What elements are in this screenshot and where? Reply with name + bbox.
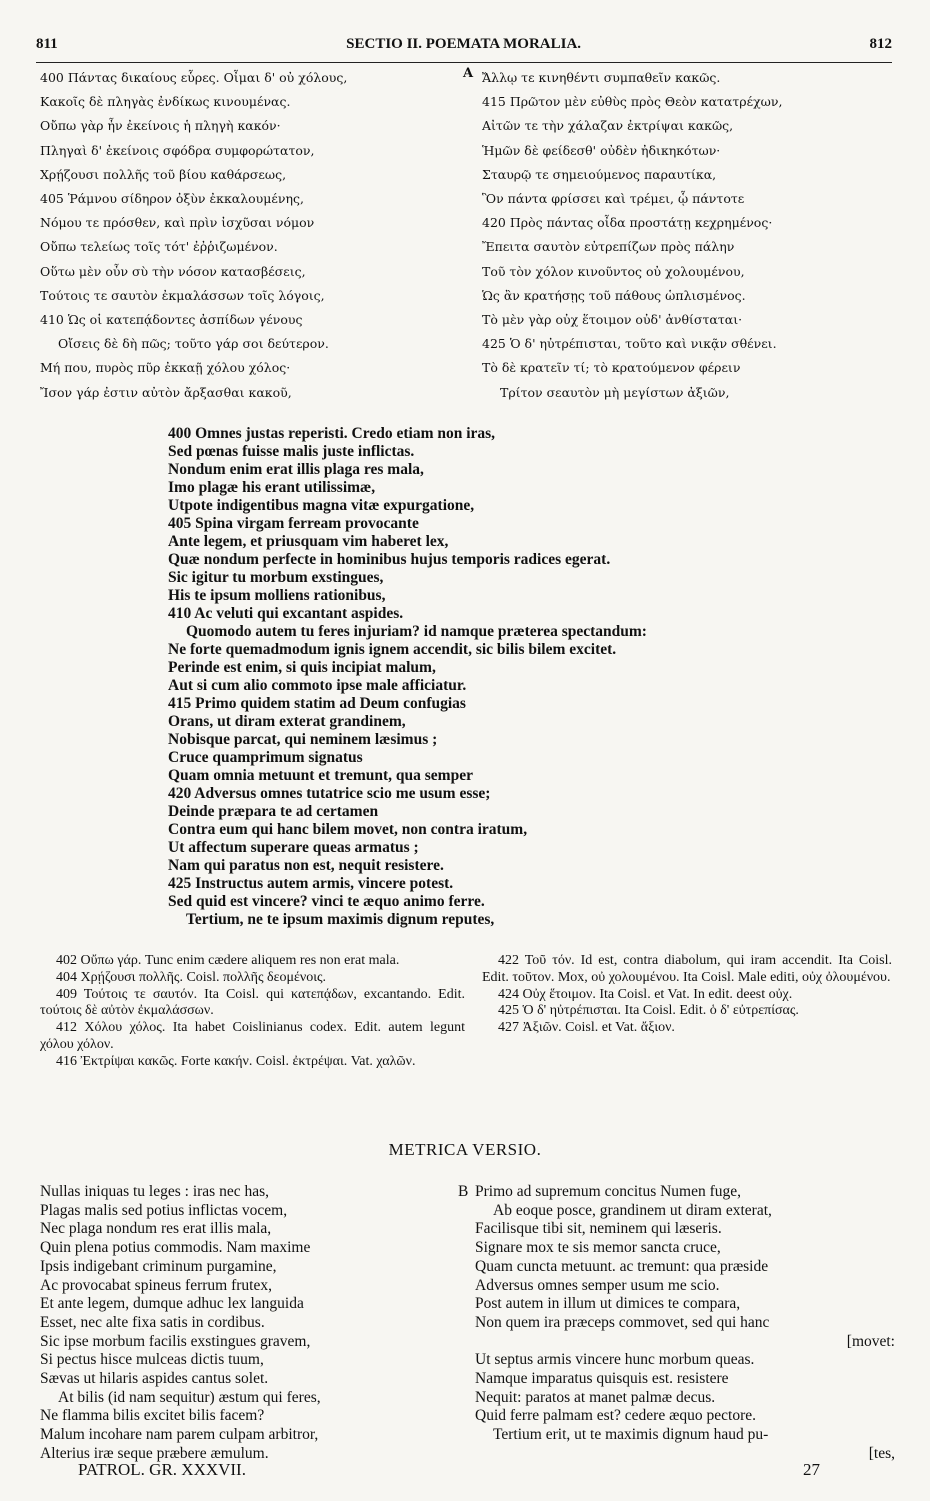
- latin-line: 400 Omnes justas reperisti. Credo etiam non iras,: [168, 425, 496, 442]
- column-marker-a: A: [463, 66, 474, 81]
- latin-line: Aut si cum alio commoto ipse male afficiatur.: [168, 677, 467, 694]
- verse-line: Adversus omnes semper usum me scio.: [475, 1276, 720, 1294]
- verse-line: Plagas malis sed potius inflictas vocem,: [40, 1201, 288, 1219]
- greek-line: Νόμου τε πρόσθεν, καὶ πρὶν ἰσχῦσαι νόμον: [40, 215, 315, 231]
- latin-line: Sed quid est vincere? vinci te æquo animo ferre.: [168, 893, 485, 910]
- verse-line: Nec plaga nondum res erat illis mala,: [40, 1220, 272, 1238]
- greek-line: Τὸ μὲν γὰρ οὐχ ἕτοιμον οὐδ' ἀνθίσταται·: [482, 312, 743, 328]
- left-page-number: 811: [36, 36, 58, 52]
- latin-line: 405 Spina virgam ferream provocante: [168, 515, 419, 532]
- greek-line: Ὡς ἂν κρατήσῃς τοῦ πάθους ὡπλισμένος.: [482, 287, 746, 303]
- column-marker-b: B: [458, 1183, 469, 1200]
- greek-line: Τούτοις τε σαυτὸν ἐκμαλάσσων τοῖς λόγοις,: [40, 287, 325, 303]
- latin-line: Imo plagæ his erant utilissimæ,: [168, 479, 376, 496]
- verse-line: Malum incohare nam parem culpam arbitror,: [40, 1426, 319, 1444]
- footer-signature: 27: [803, 1460, 820, 1479]
- verse-line: Signare mox te sis memor sancta cruce,: [475, 1239, 721, 1257]
- latin-line: Nobisque parcat, qui neminem læsimus ;: [168, 731, 438, 748]
- latin-line: Cruce quamprimum signatus: [168, 749, 363, 766]
- footnote: 416 Ἐκτρίψαι κακῶς. Forte κακήν. Coisl. ἐκτρέψαι. Vat. χαλῶν.: [56, 1053, 416, 1069]
- latin-line: Ne forte quemadmodum ignis ignem accendit, sic bilis bilem excitet.: [168, 641, 617, 658]
- greek-line: Οὔπω τελείως τοῖς τότ' ἐῤῥιζωμένον.: [40, 239, 278, 255]
- greek-line: Μή που, πυρὸς πῦρ ἐκκαῇ χόλου χόλος·: [40, 360, 291, 376]
- latin-line: Orans, ut diram exterat grandinem,: [168, 713, 406, 730]
- page-header: [36, 36, 892, 60]
- verse-line: Nullas iniquas tu leges : iras nec has,: [40, 1183, 270, 1200]
- greek-line: 420 Πρὸς πάντας οἶδα προστάτῃ κεχρημένος·: [482, 215, 773, 231]
- verse-line: Ipsis indigebant criminum purgamine,: [40, 1257, 277, 1275]
- verse-line: Et ante legem, dumque adhuc lex languida: [40, 1295, 304, 1313]
- verse-line: Primo ad supremum concitus Numen fuge,: [475, 1183, 742, 1200]
- verse-line: Si pectus hisce mulceas dictis tuum,: [40, 1351, 264, 1369]
- verse-line: Sævas ut hilaris aspides cantus solet.: [40, 1370, 269, 1388]
- verse-line: Ac provocabat spineus ferrum frutex,: [40, 1276, 272, 1294]
- greek-line: 415 Πρῶτον μὲν εὐθὺς πρὸς Θεὸν κατατρέχων,: [482, 94, 783, 110]
- footnote: 412 Χόλου χόλος. Ita habet Coislinianus codex. Edit. autem legunt χόλου χόλον.: [40, 1020, 465, 1052]
- latin-line: Tertium, ne te ipsum maximis dignum reputes,: [186, 911, 495, 928]
- greek-line: 410 Ὡς οἱ κατεπᾴδοντες ἀσπίδων γένους: [40, 312, 303, 328]
- latin-line: Quomodo autem tu feres injuriam? id namque præterea spectandum:: [186, 623, 647, 640]
- verse-line-continuation: [movet:: [846, 1332, 895, 1350]
- verse-line: Namque imparatus quisquis est. resistere: [475, 1370, 729, 1388]
- latin-line: Sic igitur tu morbum exstingues,: [168, 569, 384, 586]
- verse-line-continuation: [tes,: [868, 1444, 895, 1462]
- verse-line: At bilis (id nam sequitur) æstum qui feres,: [58, 1388, 321, 1406]
- footnote: 409 Τούτοις τε σαυτόν. Ita Coisl. qui κατεπᾴδων, excantando. Edit. τούτοις δὲ αὐτὸν ἐκμαλάσσων.: [40, 986, 465, 1019]
- verse-line: Ab eoque posce, grandinem ut diram exterat,: [493, 1201, 772, 1219]
- latin-line: Quæ nondum perfecte in hominibus hujus temporis radices egerat.: [168, 551, 611, 568]
- greek-text-right-column: [482, 66, 902, 405]
- footnote: 422 Τοῦ τόν. Id est, contra diabolum, qui iram accendit. Ita Coisl. Edit. τοῦτον. Mox, οὐ χολουμένου. Ita Coisl. Male editi, οὐχ ὀλουμένου.: [482, 953, 892, 985]
- verse-line: Sic ipse morbum facilis exstingues gravem,: [40, 1332, 311, 1350]
- greek-text-left-column: [40, 66, 460, 405]
- verse-line: Ne flamma bilis excitet bilis facem?: [40, 1407, 265, 1425]
- latin-line: 415 Primo quidem statim ad Deum confugias: [168, 695, 466, 712]
- greek-line: Πληγαὶ δ' ἐκείνοις σφόδρα συμφορώτατον,: [40, 142, 315, 158]
- latin-line: Quam omnia metuunt et tremunt, qua semper: [168, 767, 473, 784]
- verse-line: Non quem ira præceps commovet, sed qui hanc: [475, 1313, 770, 1331]
- latin-line: 425 Instructus autem armis, vincere potest.: [168, 875, 454, 892]
- greek-line: Οὔπω γὰρ ἦν ἐκείνοις ἡ πληγὴ κακόν·: [40, 118, 281, 134]
- latin-line: Ante legem, et priusquam vim haberet lex,: [168, 533, 449, 550]
- metrica-versio-title: METRICA VERSIO.: [388, 1140, 542, 1159]
- verse-line: Ut septus armis vincere hunc morbum queas.: [475, 1351, 755, 1369]
- verse-line: Facilisque tibi sit, neminem qui læseris.: [475, 1220, 722, 1238]
- verse-line: Quin plena potius commodis. Nam maxime: [40, 1239, 311, 1257]
- header-rule: [36, 62, 892, 63]
- greek-line: Χρῄζουσι πολλῆς τοῦ βίου καθάρσεως,: [40, 166, 287, 182]
- greek-line: Οἴσεις δὲ δὴ πῶς; τοῦτο γάρ σοι δεύτερον.: [58, 336, 329, 352]
- greek-line: Τρίτον σεαυτὸν μὴ μεγίστων ἀξιῶν,: [500, 384, 730, 400]
- greek-line: Τὸ δὲ κρατεῖν τί; τὸ κρατούμενον φέρειν: [482, 360, 741, 376]
- verse-line: Post autem in illum ut dimices te compara,: [475, 1295, 741, 1313]
- latin-line: Nondum enim erat illis plaga res mala,: [168, 461, 424, 478]
- verse-line: Nequit: paratos at manet palmæ decus.: [475, 1388, 716, 1406]
- latin-line: Perinde est enim, si quis incipiat malum,: [168, 659, 436, 676]
- greek-line: 400 Πάντας δικαίους εὗρες. Οἶμαι δ' οὐ χόλους,: [40, 70, 348, 85]
- latin-line: Deinde præpara te ad certamen: [168, 803, 379, 820]
- verse-line: Esset, nec alte fixa satis in cordibus.: [40, 1313, 265, 1331]
- latin-line: Contra eum qui hanc bilem movet, non contra iratum,: [168, 821, 528, 838]
- footnotes-right: [482, 953, 892, 1037]
- latin-translation: [168, 425, 808, 929]
- page-footer: [78, 1460, 820, 1480]
- metrica-right-column: [475, 1183, 895, 1464]
- footer-series: PATROL. GR. XXXVII.: [78, 1460, 246, 1479]
- greek-line: Κακοῖς δὲ πληγὰς ἐνδίκως κινουμένας.: [40, 94, 291, 110]
- latin-line: Nam qui paratus non est, nequit resistere.: [168, 857, 444, 874]
- greek-line: Αἰτῶν τε τὴν χάλαζαν ἐκτρίψαι κακῶς,: [482, 118, 734, 134]
- greek-line: Ἔπειτα σαυτὸν εὐτρεπίζων πρὸς πάλην: [482, 239, 735, 255]
- verse-line: Tertium erit, ut te maximis dignum haud pu-: [493, 1426, 769, 1444]
- latin-line: His te ipsum molliens rationibus,: [168, 587, 386, 604]
- footnote: 402 Οὔπω γάρ. Tunc enim cædere aliquem res non erat mala.: [56, 953, 400, 968]
- running-title: SECTIO II. POEMATA MORALIA.: [346, 36, 582, 52]
- footnote: 404 Χρῄζουσι πολλῆς. Coisl. πολλῆς δεομένοις.: [56, 969, 327, 985]
- footnote: 427 Ἀξιῶν. Coisl. et Vat. ἄξιον.: [498, 1020, 675, 1036]
- verse-line: Quid ferre palmam est? cedere æquo pectore.: [475, 1407, 757, 1425]
- metrica-left-column: [40, 1183, 455, 1464]
- greek-line: Σταυρῷ τε σημειούμενος παραυτίκα,: [482, 166, 717, 182]
- latin-line: Utpote indigentibus magna vitæ expurgatione,: [168, 497, 475, 514]
- verse-line: Alterius iræ seque præbere æmulum.: [40, 1444, 269, 1462]
- greek-line: Ἄλλῳ τε κινηθέντι συμπαθεῖν κακῶς.: [482, 70, 721, 85]
- verse-line: Quam cuncta metuunt. ac tremunt: qua præside: [475, 1257, 769, 1275]
- greek-line: 425 Ὁ δ' ηὐτρέπισται, τοῦτο καὶ νικᾷν σθένει.: [482, 336, 777, 352]
- footnotes-left: [40, 953, 465, 1071]
- latin-line: Sed pœnas fuisse malis juste inflictas.: [168, 443, 415, 460]
- greek-line: 405 Ῥάμνου σίδηρον ὀξὺν ἐκκαλουμένης,: [40, 191, 304, 207]
- latin-line: 420 Adversus omnes tutatrice scio me usum esse;: [168, 785, 491, 802]
- right-page-number: 812: [869, 36, 892, 52]
- footnote: 424 Οὐχ ἕτοιμον. Ita Coisl. et Vat. In edit. deest οὐχ.: [498, 986, 793, 1002]
- latin-line: 410 Ac veluti qui excantant aspides.: [168, 605, 404, 622]
- footnote: 425 Ὁ δ' ηὐτρέπισται. Ita Coisl. Edit. ὁ δ' εὐτρεπίσας.: [498, 1003, 799, 1019]
- greek-line: Ἴσον γάρ ἐστιν αὐτὸν ἄρξασθαι κακοῦ,: [40, 384, 292, 400]
- greek-line: Οὕτω μὲν οὖν σὺ τὴν νόσον κατασβέσεις,: [40, 263, 306, 279]
- greek-line: Τοῦ τὸν χόλον κινοῦντος οὐ χολουμένου,: [482, 263, 745, 279]
- greek-line: Ἡμῶν δὲ φείδεσθ' οὐδὲν ἠδικηκότων·: [482, 142, 721, 158]
- latin-line: Ut affectum superare queas armatus ;: [168, 839, 419, 856]
- greek-line: Ὃν πάντα φρίσσει καὶ τρέμει, ᾧ πάντοτε: [482, 191, 745, 207]
